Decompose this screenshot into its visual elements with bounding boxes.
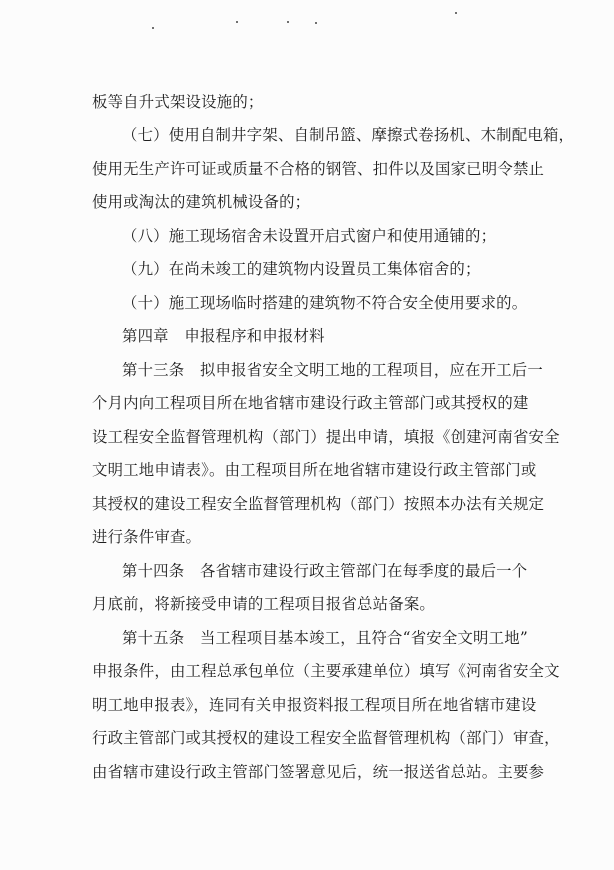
scan-speck xyxy=(152,27,154,29)
text-line: （八）施工现场宿舍未设置开启式窗户和使用通铺的； xyxy=(122,227,497,245)
text-line: 文明工地申请表》。由工程项目所在地省辖市建设行政主管部门或 xyxy=(92,461,537,479)
text-line: （十）施工现场临时搭建的建筑物不符合安全使用要求的。 xyxy=(122,294,528,312)
scan-speck xyxy=(455,12,457,14)
scan-specks xyxy=(0,0,614,40)
text-line: 第十五条 当工程项目基本竣工，且符合“省安全文明工地” xyxy=(122,629,528,647)
text-line: 个月内向工程项目所在地省辖市建设行政主管部门或其授权的建 xyxy=(92,394,529,412)
text-line: 明工地申报表》，连同有关申报资料报工程项目所在地省辖市建设 xyxy=(92,696,537,714)
text-line: 由省辖市建设行政主管部门签署意见后，统一报送省总站。主要参 xyxy=(92,763,545,781)
text-line: （七）使用自制井字架、自制吊篮、摩擦式卷扬机、木制配电箱， xyxy=(122,126,575,144)
text-line: 板等自升式架设设施的； xyxy=(92,93,264,111)
scan-speck xyxy=(236,21,238,23)
text-line: 使用无生产许可证或质量不合格的钢管、扣件以及国家已明令禁止 xyxy=(92,160,545,178)
scan-speck xyxy=(287,21,289,23)
text-line: 第十三条 拟申报省安全文明工地的工程项目，应在开工后一 xyxy=(122,361,543,379)
text-line: 进行条件审查。 xyxy=(92,528,202,546)
text-line: 使用或淘汰的建筑机械设备的； xyxy=(92,193,311,211)
text-line: 月底前，将新接受申请的工程项目报省总站备案。 xyxy=(92,595,435,613)
scan-speck xyxy=(315,22,317,24)
text-line: 申报条件，由工程总承包单位（主要承建单位）填写《河南省安全文 xyxy=(92,662,560,680)
text-line: 第十四条 各省辖市建设行政主管部门在每季度的最后一个 xyxy=(122,562,528,580)
text-line: 设工程安全监督管理机构（部门）提出申请，填报《创建河南省安全 xyxy=(92,428,560,446)
text-line: （九）在尚未竣工的建筑物内设置员工集体宿舍的； xyxy=(122,260,481,278)
text-line: 其授权的建设工程安全监督管理机构（部门）按照本办法有关规定 xyxy=(92,495,545,513)
chapter-heading: 第四章 申报程序和申报材料 xyxy=(122,327,325,345)
text-line: 行政主管部门或其授权的建设工程安全监督管理机构（部门）审查， xyxy=(92,729,560,747)
